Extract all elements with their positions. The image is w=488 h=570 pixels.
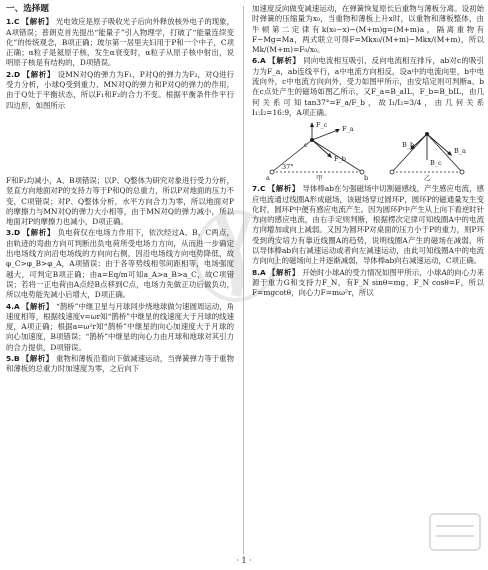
answer-2-continued [6, 176, 234, 227]
stamp-icon [428, 512, 482, 552]
answer-text: F和F₂均减小，A、B项错误；以P、Q整体为研究对象进行受力分析，竖直方向地面对P的支持力等于P和Q的总重力，所以P对地面的压力不变，C项错误；对P、Q整体分析，水平方向合力为零，所以地面对P的摩擦力与MN对Q的弹力大小相等，由于MN对Q的弹力减小，所以地面对P的摩擦力也减小，D项正确。 [6, 175, 234, 227]
answer-text: 重物和薄板沿着向下做减速运动，当弹簧弹力等于重物和薄板的总重力时加速度为零，之后向下 [6, 354, 234, 374]
label-c: c [304, 141, 308, 150]
analysis-tag: 【解析】 [21, 354, 54, 364]
label-fc: F_c [316, 121, 328, 130]
answer-number: 6.A [252, 56, 266, 66]
answer-text: 导体棒ab在匀强磁场中切割磁感线，产生感应电流，感应电流通过线圈A形成磁场，该磁场穿过圆环P，圆环P的磁通量发生变化时，圆环P中便有感应电流产生。因为圆环P中产生从上向下看逆时针方向的感应电流，由右手定则判断，根据楞次定律可知线圈A中的电流方向增加或向上减弱。又因为圆环P对桌面的压力小于P的重力，则P环受到的安培力有靠近线圈A的趋势，说明线圈A产生的磁场在减弱，所以导体棒ab向右减速运动或者向左减速运动，由此可知线圈A中的电流方向向上的磁场向上并逐渐减弱，导体棒ab向右减速运动，C项正确。 [252, 184, 484, 266]
answer-number: 5.B [6, 354, 20, 364]
answer-text: “鹊桥”中继卫星与月球同步绕地球做匀速圆周运动，角速度相等，根据线速度v=ωr知“鹊桥”中继星的线速度大于月球的线速度，A项正确；根据a=ω²r知“鹊桥”中继星的向心加速度大于月球的向心加速度，B项错误；“鹊桥”中继星的向心力由月球和地球对其引力的合力提供，D项错误。 [6, 301, 234, 352]
analysis-tag: 【解析】 [22, 301, 54, 311]
caption-jia: 甲 [316, 174, 323, 183]
answer-text: 光电效应是原子吸收光子后向外释放核外电子的现象，A项错误；普朗克首先提出“能量子”引入物理学，打破了“能量连续变化”的传统观念，B项正确；玻尔第一居里夫妇用于P和一个中子，C项正确；α粒子是氦原子核，发生α衰变时，α粒子从原子核中射出，说明原子核是有结构的，D项错误。 [6, 17, 234, 68]
label-fa: F_a [342, 125, 354, 134]
answer-text: 负电荷仅在电场力作用下，依次经过A、B、C两点，由轨迹的弯曲方向可判断出负电荷所受电场力方向，从而进一步确定出电场线方向沿电场线的方向向右侧，因沿电场线方向电势降低，故φ_C>φ_B>φ_A，A项错误；由于各等势线相邻间距相等，电场强度越大，可判定B项正确；由a=Eq/m可知a_A>a_B>a_C，故C项错误；若将一正电荷由A点经B点移到C点，电场力先做正功后做负功，所以电势能先减小后增大，D项正确。 [6, 228, 234, 300]
answer-number: 3.D [6, 228, 21, 238]
figure-6 [252, 120, 484, 183]
label-bc: B_c [430, 159, 442, 168]
answer-2 [6, 70, 234, 111]
answer-4 [6, 302, 234, 353]
label-bb: B_b [402, 141, 415, 150]
answer-7 [252, 184, 484, 266]
answer-text: 同向电流相互吸引，反向电流相互排斥，ab对c的吸引力为F_a，ab连线平行，a中电流方向相反，设a中的电流向里，b中电流向外，c中电流方向向外，受力如图甲所示，由安培定则可判断a、b在c点处产生的磁场如图乙所示，又F_a=B_aIL，F_b=B_bIL，由几何关系可知tan37°=F_a/F_b，故I₁/I₂=3/4，由几何关系I₁:I₂=16:9，A项正确。 [252, 56, 484, 117]
answer-number: 2.D [6, 69, 21, 79]
label-angle: 37° [282, 163, 294, 172]
answer-number: 7.C [252, 184, 266, 194]
answer-number: 1.C [6, 17, 20, 27]
section-title: 一、选择题 [6, 4, 49, 14]
figure-placeholder [6, 112, 234, 176]
answer-5 [6, 354, 234, 375]
answer-text: 开始时小球A的受力情况如图甲所示，小球A的向心力来源于重力G和支持力F_N，有F_N sinθ=mg，F_N cosθ=F，所以F=mgcotθ，向心力F=mω²r，所以 [252, 267, 484, 298]
answer-text: 加速度反向做变减速运动，在弹簧恢复原长后重物与薄板分离。设初始时弹簧的压缩量为x₀，当重物和薄板上升x时，以重物和薄板整体，由牛顿第二定律有k(x₀−x)−(M+m)g=(M+m)a，隔离重物有F−Mg=Ma，两式联立可得F=Mkx₀/(M+m)−Mkx/(M+m)，所以Mk/(M+m)=F₀/x₀。 [252, 4, 484, 55]
caption-yi: 乙 [424, 174, 431, 183]
analysis-tag: 【解析】 [21, 17, 54, 27]
answer-text: 设MN对Q的弹力为F₁，P对Q的弹力为F₂，对Q进行受力分析，小球Q受到重力、MN对Q的弹力和P对Q的弹力的作用，由于Q处于平衡状态，所以F₁和F₂的合力不变。根据平衡条件作平行四边形，如图所示 [6, 69, 234, 110]
answer-3 [6, 228, 234, 300]
analysis-tag: 【解析】 [267, 184, 300, 194]
answer-number: 4.A [6, 301, 20, 311]
label-a: a [266, 174, 270, 183]
analysis-tag: 【解析】 [268, 267, 300, 277]
answer-8 [252, 268, 484, 299]
page-number: · 1 · [236, 556, 252, 565]
analysis-tag: 【解析】 [268, 56, 301, 66]
analysis-tag: 【解析】 [22, 69, 56, 79]
right-column [252, 4, 484, 300]
answer-1 [6, 17, 234, 68]
label-ba: B_a [454, 147, 466, 156]
label-fb: F_b [334, 155, 346, 164]
label-b: b [364, 174, 369, 183]
answer-number: 8.A [252, 267, 266, 277]
column-divider [243, 6, 244, 554]
left-column [6, 4, 234, 376]
answer-5-continued [252, 4, 484, 55]
analysis-tag: 【解析】 [22, 228, 56, 238]
answer-6 [252, 56, 484, 118]
